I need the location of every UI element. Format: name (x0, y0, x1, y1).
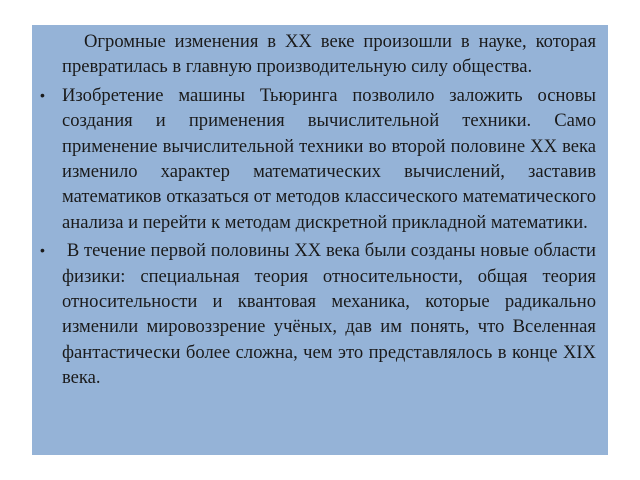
bullet-item-turing (40, 83, 596, 235)
bullet-item-text: В течение первой половины XX века были созданы новые области физики: специальная теория относительности, общая теория относительности и квантовая механика, которые радикально изменили мировоззрение учёных, дав им понять, что Вселенная фантастически более сложна, чем это представлялось в конце XIX века. (62, 240, 601, 389)
intro-paragraph (40, 29, 596, 80)
bullet-icon: • (40, 86, 45, 103)
content-text-box (32, 25, 608, 455)
bullet-item-physics (40, 238, 601, 390)
intro-paragraph-text: Огромные изменения в XX веке произошли в науке, которая превратилась в главную производительную силу общества. (62, 31, 596, 78)
bullet-icon: • (40, 242, 45, 259)
bullet-item-text: Изобретение машины Тьюринга позволило заложить основы создания и применения вычислительной техники. Само применение вычислительной техники во второй половине XX века изменило характер математических вычислений, заставив математиков отказаться от методов классического математического анализа и перейти к методам дискретной прикладной математики. (62, 84, 596, 233)
